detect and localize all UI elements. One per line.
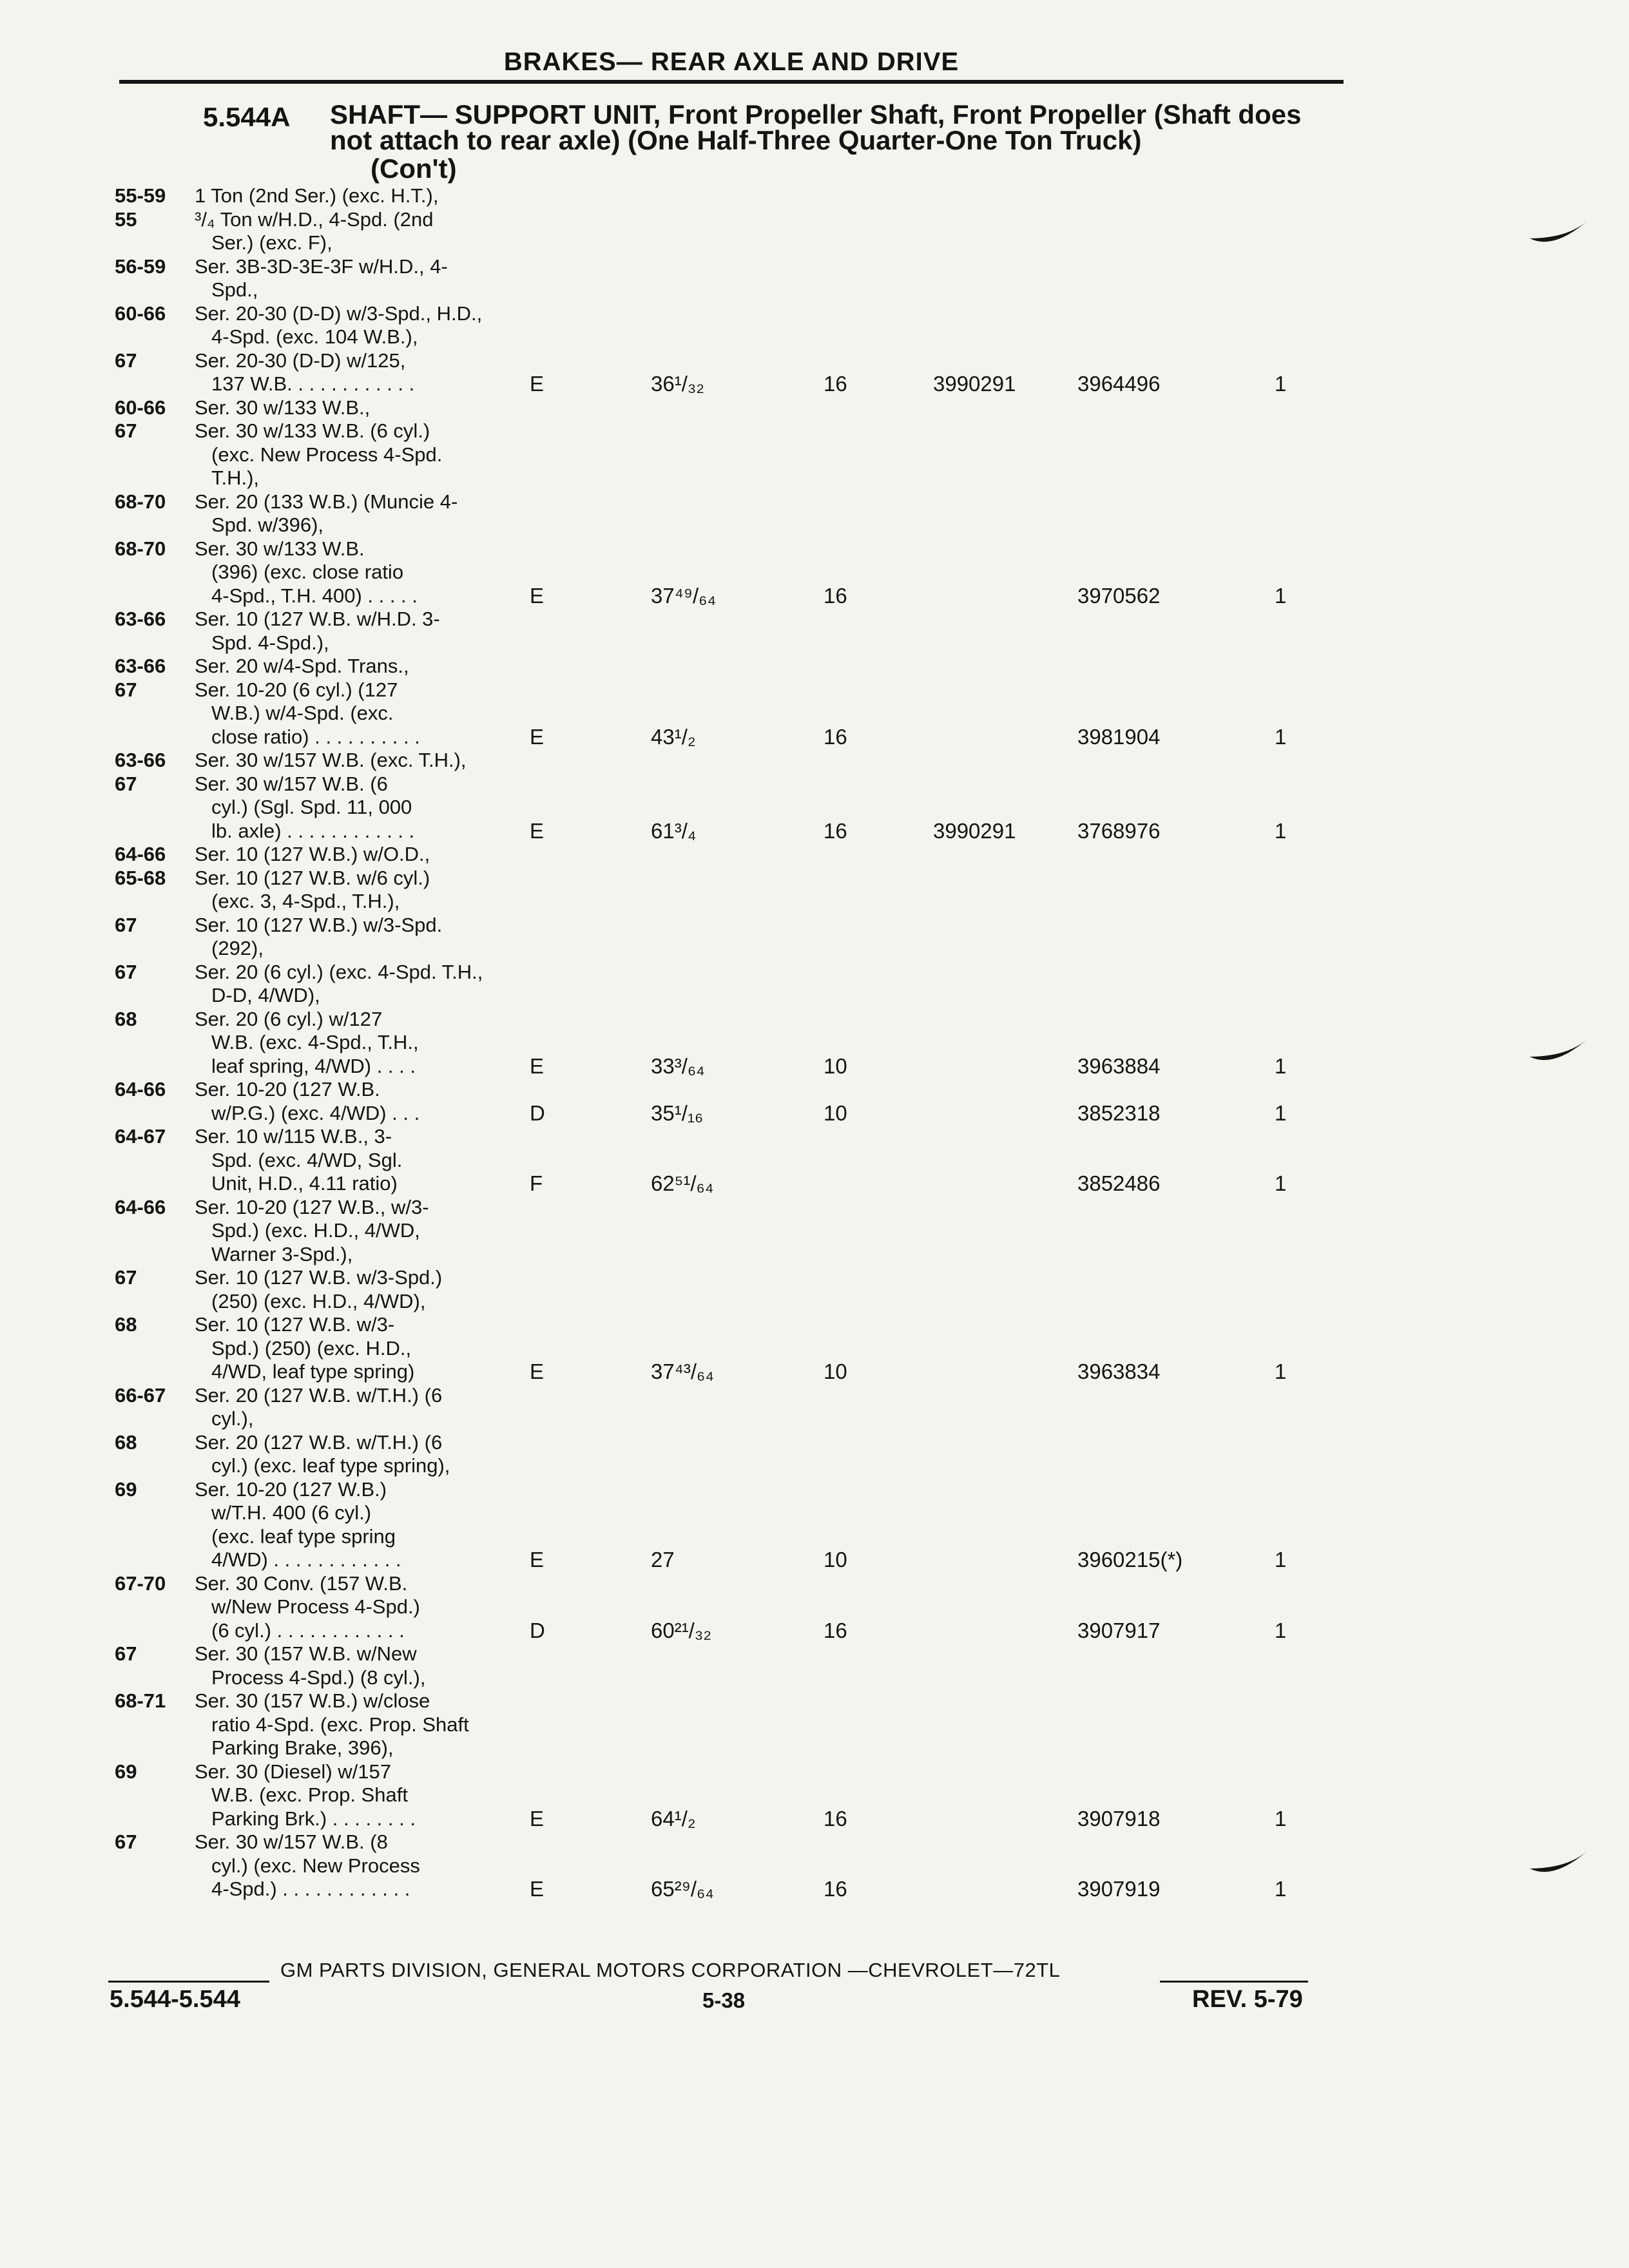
application-description (195, 208, 555, 255)
application-description (195, 490, 555, 537)
model-years: 55-59 (115, 184, 166, 207)
description-line: Ser. 20 (6 cyl.) (exc. 4-Spd. T.H., (195, 960, 483, 983)
description-line: Ser. 30 w/133 W.B. (195, 537, 365, 560)
application-description (195, 184, 555, 208)
quantity-used: 1 (1275, 1171, 1287, 1195)
description-line: T.H.), (211, 466, 260, 489)
model-years: 67 (115, 419, 137, 442)
spline-count: 16 (824, 1877, 847, 1901)
application-description (195, 419, 555, 490)
model-years: 68 (115, 1430, 137, 1454)
description-line: cyl.), (211, 1407, 254, 1430)
part-number: 3964496 (1077, 372, 1161, 396)
model-years: 68-71 (115, 1689, 166, 1712)
model-years: 63-66 (115, 608, 166, 630)
quantity-used: 1 (1275, 1053, 1287, 1078)
description-line: Ser. 30 w/133 W.B. (6 cyl.) (195, 419, 430, 442)
section-number: 5.544A (203, 102, 291, 132)
application-description (195, 608, 555, 655)
spline-count: 16 (824, 818, 847, 843)
application-description (195, 1384, 555, 1431)
application-description (195, 396, 555, 420)
description-line: Ser. 10 (127 W.B. w/3- (195, 1313, 395, 1336)
description-line: Ser. 10-20 (127 W.B.) (195, 1477, 387, 1501)
description-line: 4/WD, leaf type spring) (211, 1360, 415, 1383)
application-description (195, 1196, 555, 1267)
part-number: 3960215(*) (1077, 1548, 1183, 1571)
part-number: 3963834 (1077, 1360, 1161, 1383)
model-years: 64-66 (115, 1195, 166, 1218)
spline-count: 16 (824, 724, 847, 749)
description-line: Ser. 3B-3D-3E-3F w/H.D., 4- (195, 255, 448, 278)
part-number: 3981904 (1077, 724, 1161, 749)
description-line: Ser. 20 (127 W.B. w/T.H.) (6 (195, 1383, 443, 1407)
shaft-length: 62⁵¹/₆₄ (651, 1171, 714, 1195)
description-line: (exc. 3, 4-Spd., T.H.), (211, 890, 400, 912)
shaft-length: 33³/₆₄ (651, 1053, 705, 1078)
description-line: Ser. 20 (6 cyl.) w/127 (195, 1007, 383, 1030)
shaft-key: E (530, 1548, 545, 1571)
spline-count: 16 (824, 372, 847, 396)
description-line: Spd.) (exc. H.D., 4/WD, (211, 1219, 420, 1242)
description-line: Ser. 10 (127 W.B.) w/O.D., (195, 843, 430, 865)
quantity-used: 1 (1275, 1877, 1287, 1901)
shaft-length: 27 (651, 1548, 675, 1571)
application-description (195, 843, 555, 867)
description-line: ratio 4-Spd. (exc. Prop. Shaft (211, 1713, 469, 1736)
description-line: close ratio) . . . . . . . . . . (211, 725, 420, 748)
application-description (195, 349, 555, 396)
description-line: Ser. 10-20 (127 W.B., w/3- (195, 1195, 429, 1218)
description-line: cyl.) (exc. New Process (211, 1854, 420, 1877)
shaft-length: 60²¹/₃₂ (651, 1618, 712, 1642)
description-line: 137 W.B. . . . . . . . . . . . (211, 372, 415, 395)
shaft-length: 37⁴⁹/₆₄ (651, 583, 716, 608)
description-line: Ser. 10 w/115 W.B., 3- (195, 1125, 392, 1148)
description-line: w/New Process 4-Spd.) (211, 1595, 420, 1618)
model-years: 60-66 (115, 302, 166, 325)
model-years: 60-66 (115, 396, 166, 419)
model-years: 68-70 (115, 537, 166, 560)
description-line: cyl.) (Sgl. Spd. 11, 000 (211, 796, 412, 818)
model-years: 67 (115, 960, 137, 983)
shaft-key: F (530, 1171, 543, 1195)
model-years: 64-66 (115, 843, 166, 865)
model-years: 64-66 (115, 1078, 166, 1100)
description-line: (250) (exc. H.D., 4/WD), (211, 1289, 426, 1312)
description-line: ³/₄ Ton w/H.D., 4-Spd. (2nd (195, 207, 434, 231)
application-description (195, 678, 555, 749)
application-description (195, 1266, 555, 1313)
shaft-length: 36¹/₃₂ (651, 372, 705, 396)
description-line: Ser. 30 (Diesel) w/157 (195, 1760, 391, 1783)
application-description (195, 1689, 555, 1760)
model-years: 68-70 (115, 490, 166, 513)
description-line: Ser. 20 (127 W.B. w/T.H.) (6 (195, 1430, 443, 1454)
application-description (195, 961, 555, 1008)
description-line: Ser. 10 (127 W.B. w/6 cyl.) (195, 866, 430, 889)
description-line: 4/WD) . . . . . . . . . . . . (211, 1548, 401, 1571)
part-number: 3907918 (1077, 1806, 1161, 1831)
model-years: 68 (115, 1313, 137, 1336)
description-line: Ser.) (exc. F), (211, 231, 333, 254)
quantity-used: 1 (1275, 1360, 1287, 1383)
part-number: 3963884 (1077, 1053, 1161, 1078)
model-years: 69 (115, 1477, 137, 1501)
quantity-used: 1 (1275, 1548, 1287, 1571)
application-description (195, 1760, 555, 1831)
spline-count: 10 (824, 1053, 847, 1078)
description-line: 4-Spd.) . . . . . . . . . . . . (211, 1878, 410, 1900)
description-line: (exc. New Process 4-Spd. (211, 443, 443, 466)
description-line: w/T.H. 400 (6 cyl.) (211, 1501, 372, 1524)
model-years: 68 (115, 1007, 137, 1030)
spline-count: 16 (824, 1618, 847, 1642)
application-description (195, 1642, 555, 1689)
description-line: 4-Spd., T.H. 400) . . . . . (211, 584, 418, 607)
description-line: (exc. leaf type spring (211, 1524, 396, 1548)
description-line: Process 4-Spd.) (8 cyl.), (211, 1666, 426, 1689)
model-years: 67 (115, 913, 137, 936)
description-line: Spd. (exc. 4/WD, Sgl. (211, 1148, 403, 1171)
application-description (195, 867, 555, 914)
description-line: lb. axle) . . . . . . . . . . . . (211, 819, 415, 842)
model-years: 63-66 (115, 655, 166, 677)
shaft-key: E (530, 1877, 545, 1901)
application-description (195, 1478, 555, 1572)
application-description (195, 1125, 555, 1196)
description-line: w/P.G.) (exc. 4/WD) . . . (211, 1101, 420, 1124)
application-description (195, 749, 555, 773)
description-line: Ser. 20-30 (D-D) w/3-Spd., H.D., (195, 302, 483, 325)
spline-count: 10 (824, 1100, 847, 1125)
description-line: W.B. (exc. Prop. Shaft (211, 1783, 408, 1806)
description-line: Ser. 10-20 (6 cyl.) (127 (195, 678, 398, 701)
application-description (195, 302, 555, 349)
model-years: 67 (115, 772, 137, 795)
spline-count: 10 (824, 1548, 847, 1571)
description-line: Spd. w/396), (211, 514, 324, 536)
description-line: Spd.) (250) (exc. H.D., (211, 1336, 412, 1360)
part-number: 3970562 (1077, 583, 1161, 608)
footer-rule-left (108, 1981, 269, 1983)
application-description (195, 1078, 555, 1125)
description-line: D-D, 4/WD), (211, 984, 320, 1006)
part-number: 3852318 (1077, 1100, 1161, 1125)
shaft-key: E (530, 583, 545, 608)
spline-count: 16 (824, 583, 847, 608)
model-years: 67 (115, 1266, 137, 1289)
model-years: 65-68 (115, 866, 166, 889)
application-description (195, 537, 555, 608)
description-line: Ser. 30 (157 W.B. w/New (195, 1642, 417, 1665)
description-line: Ser. 30 Conv. (157 W.B. (195, 1571, 408, 1595)
model-years: 67-70 (115, 1571, 166, 1595)
shaft-key: E (530, 372, 545, 396)
application-description (195, 773, 555, 843)
description-line: (292), (211, 937, 264, 959)
footer-group-range: 5.544-5.544 (110, 1986, 240, 2013)
shaft-key: D (530, 1618, 545, 1642)
application-description (195, 255, 555, 302)
model-years: 67 (115, 1642, 137, 1665)
quantity-used: 1 (1275, 583, 1287, 608)
description-line: Parking Brk.) . . . . . . . . (211, 1807, 416, 1830)
description-line: Ser. 30 w/133 W.B., (195, 396, 371, 419)
shaft-length: 43¹/₂ (651, 724, 696, 749)
description-line: Spd. 4-Spd.), (211, 631, 329, 654)
application-description (195, 1572, 555, 1643)
model-years: 67 (115, 1831, 137, 1853)
quantity-used: 1 (1275, 1806, 1287, 1831)
application-description (195, 914, 555, 961)
application-description (195, 655, 555, 678)
description-line: Ser. 20 (133 W.B.) (Muncie 4- (195, 490, 458, 513)
binder-hole-mark-3 (1527, 1843, 1592, 1881)
section-continued: (Con't) (371, 153, 457, 184)
description-line: W.B.) w/4-Spd. (exc. (211, 702, 394, 724)
section-title: SHAFT— SUPPORT UNIT, Front Propeller Shaft, Front Propeller (Shaft does not attach to rear axle) (One Half-Three Quarter-One Ton Truck) (330, 99, 1302, 155)
description-line: 1 Ton (2nd Ser.) (exc. H.T.), (195, 184, 439, 207)
page-number: 5-38 (702, 1988, 746, 2012)
shaft-length: 65²⁹/₆₄ (651, 1877, 714, 1901)
part-number: 3907919 (1077, 1877, 1161, 1901)
description-line: cyl.) (exc. leaf type spring), (211, 1454, 450, 1477)
description-line: Ser. 10 (127 W.B.) w/3-Spd. (195, 913, 443, 936)
model-years: 67 (115, 678, 137, 701)
spline-count: 10 (824, 1360, 847, 1383)
part-number: 3907917 (1077, 1618, 1161, 1642)
model-years: 55 (115, 207, 137, 231)
description-line: Ser. 20 w/4-Spd. Trans., (195, 655, 409, 677)
description-line: leaf spring, 4/WD) . . . . (211, 1054, 416, 1077)
quantity-used: 1 (1275, 818, 1287, 843)
quantity-used: 1 (1275, 724, 1287, 749)
application-description (195, 1313, 555, 1384)
description-line: Ser. 30 w/157 W.B. (8 (195, 1831, 388, 1853)
description-line: Ser. 20-30 (D-D) w/125, (195, 349, 406, 372)
shaft-length: 35¹/₁₆ (651, 1100, 704, 1125)
shaft-key: E (530, 818, 545, 843)
model-years: 64-67 (115, 1125, 166, 1148)
binder-hole-mark-2 (1527, 1031, 1592, 1070)
shaft-key: E (530, 1360, 545, 1383)
description-line: Spd., (211, 278, 258, 301)
description-line: 4-Spd. (exc. 104 W.B.), (211, 325, 418, 348)
description-line: Parking Brake, 396), (211, 1736, 394, 1759)
description-line: Warner 3-Spd.), (211, 1242, 353, 1265)
model-years: 67 (115, 349, 137, 372)
spline-count: 16 (824, 1806, 847, 1831)
revision-date: REV. 5-79 (1192, 1986, 1303, 2013)
shaft-length: 64¹/₂ (651, 1806, 696, 1831)
model-years: 66-67 (115, 1383, 166, 1407)
description-line: Unit, H.D., 4.11 ratio) (211, 1172, 398, 1195)
shaft-key: E (530, 1053, 545, 1078)
page-header: BRAKES— REAR AXLE AND DRIVE (503, 48, 959, 76)
model-years: 63-66 (115, 749, 166, 771)
shaft-key: D (530, 1100, 545, 1125)
description-line: (396) (exc. close ratio (211, 561, 404, 583)
description-line: Ser. 30 w/157 W.B. (exc. T.H.), (195, 749, 467, 771)
shaft-key: E (530, 724, 545, 749)
description-line: Ser. 10 (127 W.B. w/H.D. 3- (195, 608, 440, 630)
description-line: (6 cyl.) . . . . . . . . . . . . (211, 1619, 405, 1642)
group-part-number: 3990291 (933, 818, 1016, 843)
description-line: Ser. 30 w/157 W.B. (6 (195, 772, 388, 795)
application-description (195, 1431, 555, 1478)
model-years: 56-59 (115, 255, 166, 278)
quantity-used: 1 (1275, 372, 1287, 396)
shaft-length: 37⁴³/₆₄ (651, 1360, 714, 1383)
quantity-used: 1 (1275, 1618, 1287, 1642)
group-part-number: 3990291 (933, 372, 1016, 396)
quantity-used: 1 (1275, 1100, 1287, 1125)
footer-rule-right (1160, 1981, 1308, 1983)
binder-hole-mark-1 (1527, 213, 1592, 251)
model-years: 69 (115, 1760, 137, 1783)
description-line: W.B. (exc. 4-Spd., T.H., (211, 1031, 419, 1053)
description-line: Ser. 10 (127 W.B. w/3-Spd.) (195, 1266, 443, 1289)
part-number: 3768976 (1077, 818, 1161, 843)
application-description (195, 1831, 555, 1901)
description-line: Ser. 10-20 (127 W.B. (195, 1078, 380, 1100)
part-number: 3852486 (1077, 1171, 1161, 1195)
shaft-length: 61³/₄ (651, 818, 697, 843)
application-description (195, 1008, 555, 1079)
shaft-key: E (530, 1806, 545, 1831)
description-line: Ser. 30 (157 W.B.) w/close (195, 1689, 430, 1712)
footer-publisher: GM PARTS DIVISION, GENERAL MOTORS CORPORATION —CHEVROLET—72TL (280, 1959, 1061, 1981)
